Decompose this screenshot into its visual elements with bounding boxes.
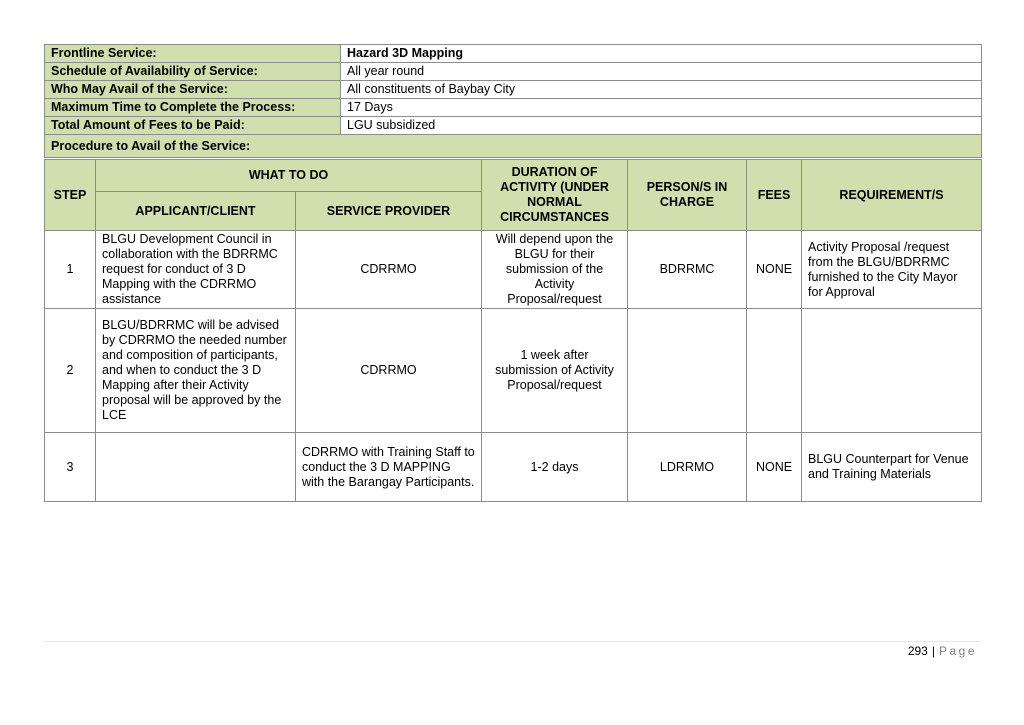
table-row (45, 231, 982, 309)
requirements-cell: Activity Proposal /request from the BLGU/BDRRMC furnished to the City Mayor for Approval (802, 231, 982, 309)
info-row-max-time (45, 99, 982, 117)
column-header-provider: SERVICE PROVIDER (296, 192, 482, 231)
info-value: All year round (341, 63, 982, 81)
info-value: Hazard 3D Mapping (341, 45, 982, 63)
duration-cell: 1 week after submission of Activity Proposal/request (482, 309, 628, 433)
duration-cell: Will depend upon the BLGU for their submission of the Activity Proposal/request (482, 231, 628, 309)
step-cell: 3 (45, 433, 96, 502)
fees-cell (747, 309, 802, 433)
column-header-requirements: REQUIREMENT/S (802, 160, 982, 231)
person-cell: LDRRMO (628, 433, 747, 502)
column-header-person: PERSON/S IN CHARGE (628, 160, 747, 231)
applicant-cell: BLGU Development Council in collaboration with the BDRRMC request for conduct of 3 D Mapping with the CDRRMO assistance (96, 231, 296, 309)
footer-separator: | (931, 644, 935, 658)
page-number: 293 (907, 644, 928, 658)
info-row-frontline-service (45, 45, 982, 63)
table-row (45, 433, 982, 502)
info-label: Maximum Time to Complete the Process: (45, 99, 341, 117)
column-header-applicant: APPLICANT/CLIENT (96, 192, 296, 231)
service-info-table (44, 44, 982, 158)
info-row-who-may-avail (45, 81, 982, 99)
column-header-fees: FEES (747, 160, 802, 231)
procedure-header-row (45, 135, 982, 158)
info-label: Who May Avail of the Service: (45, 81, 341, 99)
procedure-header: Procedure to Avail of the Service: (45, 135, 982, 158)
step-cell: 2 (45, 309, 96, 433)
info-label: Total Amount of Fees to be Paid: (45, 117, 341, 135)
fees-cell: NONE (747, 433, 802, 502)
page-label: Page (938, 644, 977, 658)
page-footer (908, 644, 977, 658)
info-label: Frontline Service: (45, 45, 341, 63)
duration-cell: 1-2 days (482, 433, 628, 502)
provider-cell: CDRRMO (296, 309, 482, 433)
provider-cell: CDRRMO with Training Staff to conduct the 3 D MAPPING with the Barangay Participants. (296, 433, 482, 502)
table-row (45, 309, 982, 433)
info-value: 17 Days (341, 99, 982, 117)
requirements-cell (802, 309, 982, 433)
info-value: All constituents of Baybay City (341, 81, 982, 99)
info-value: LGU subsidized (341, 117, 982, 135)
fees-cell: NONE (747, 231, 802, 309)
info-label: Schedule of Availability of Service: (45, 63, 341, 81)
info-row-fees (45, 117, 982, 135)
column-header-what-to-do: WHAT TO DO (96, 160, 482, 192)
procedure-table (44, 159, 982, 502)
applicant-cell: BLGU/BDRRMC will be advised by CDRRMO the needed number and composition of participants, and when to conduct the 3 D Mapping after their Activity proposal will be approved by the LCE (96, 309, 296, 433)
person-cell (628, 309, 747, 433)
column-header-step: STEP (45, 160, 96, 231)
applicant-cell (96, 433, 296, 502)
step-cell: 1 (45, 231, 96, 309)
column-header-duration: DURATION OF ACTIVITY (UNDER NORMAL CIRCUMSTANCES (482, 160, 628, 231)
footer-divider (44, 641, 981, 642)
provider-cell: CDRRMO (296, 231, 482, 309)
person-cell: BDRRMC (628, 231, 747, 309)
info-row-schedule (45, 63, 982, 81)
requirements-cell: BLGU Counterpart for Venue and Training Materials (802, 433, 982, 502)
table-header-row (45, 160, 982, 192)
